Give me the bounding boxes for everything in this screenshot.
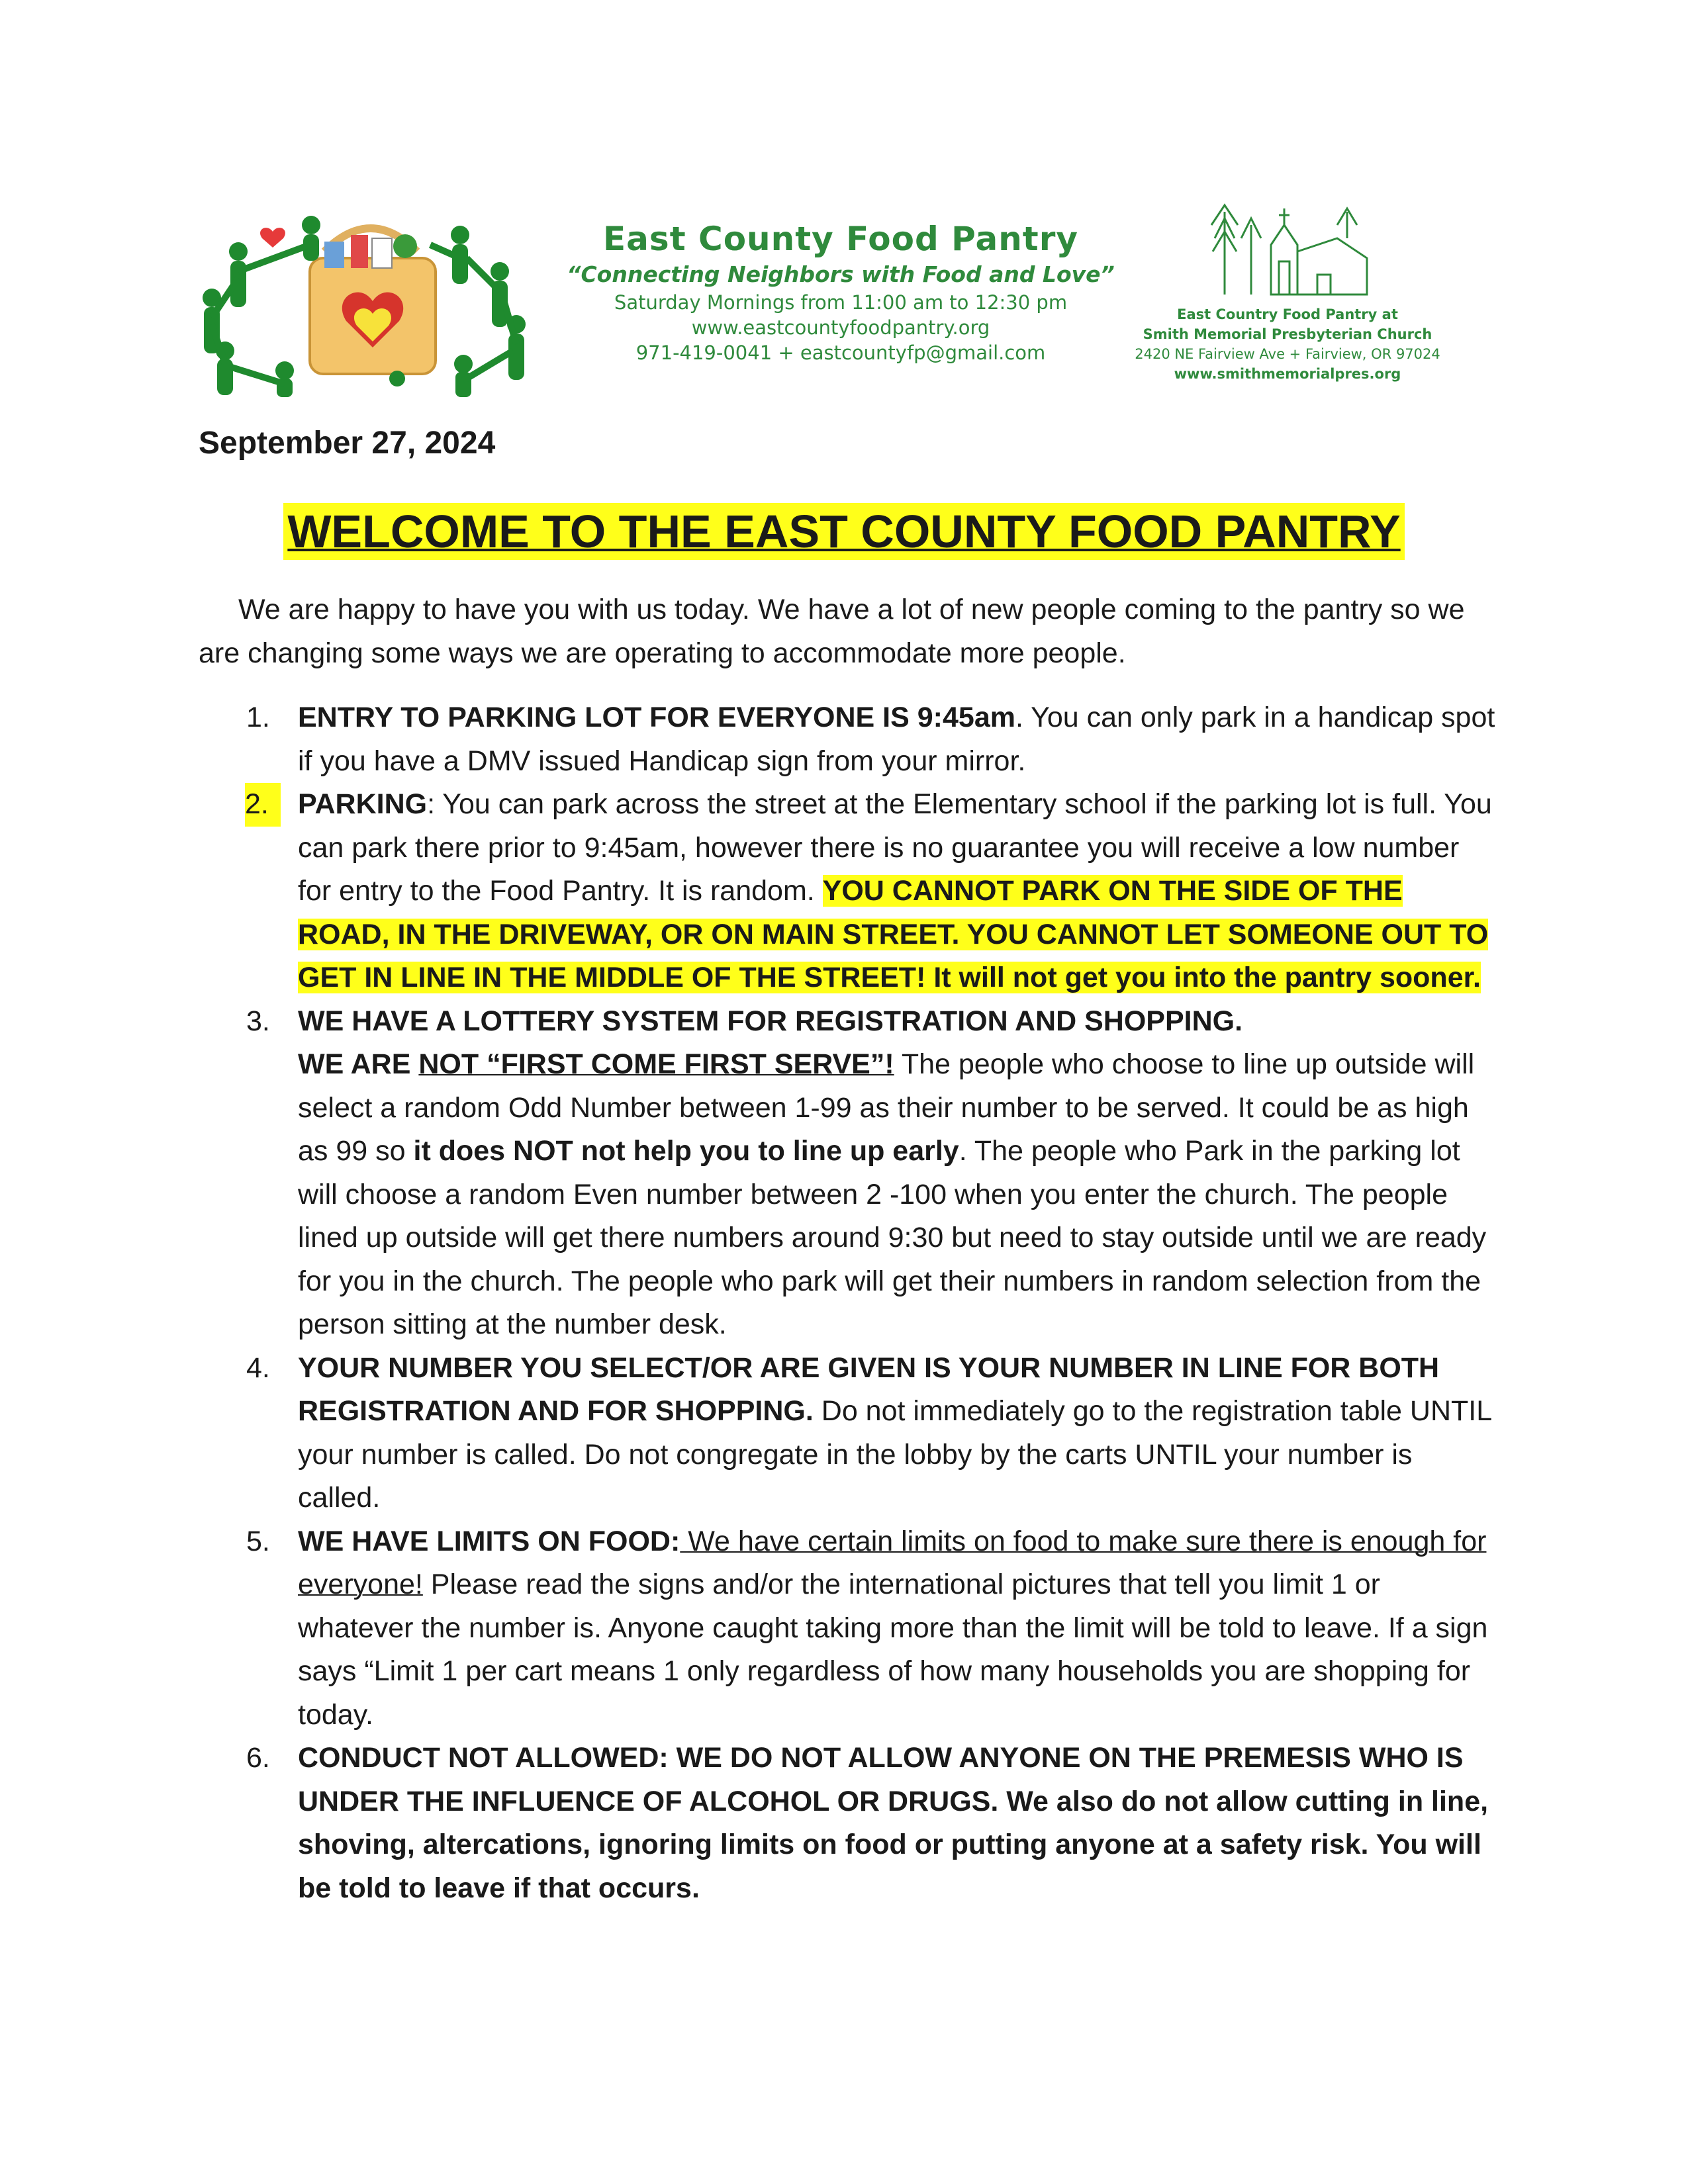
church-with-trees-icon [1205,199,1377,298]
rule-text: . You can only park in a handicap spot if you have a DMV issued Handicap sign from your mirror. [298,702,1495,777]
list-item [199,1520,1496,1737]
rule-underline: We have certain limits on food to make sure there is enough for everyone! [298,1525,1487,1600]
intro-paragraph [199,588,1489,675]
list-item [199,1347,1496,1520]
list-number: 2. [245,783,281,827]
rule-heading: YOUR NUMBER YOU SELECT/OR ARE GIVEN IS YOUR NUMBER IN LINE FOR BOTH REGISTRATION AND FOR SHOPPING. [298,1351,1440,1427]
rule-heading: ENTRY TO PARKING LOT FOR EVERYONE IS 9:45am [298,702,1015,733]
list-item [199,1000,1496,1347]
church-address: 2420 NE Fairview Ave + Fairview, OR 97024 [1135,346,1440,362]
list-number: 4. [246,1351,270,1384]
rule-text-2: . The people who Park in the parking lot will choose a random Even number between 2 -100 when you enter the church. The people lined up outside will get there numbers around 9:30 but need to stay outside until we are ready for you in the church. The people who park will get their numbers in random selection from the person sitting at the number desk. [298,1135,1487,1340]
church-name: Smith Memorial Presbyterian Church [1143,326,1432,342]
rule-highlight: YOU CANNOT PARK ON THE SIDE OF THE ROAD, IN THE DRIVEWAY, OR ON MAIN STREET. YOU CANNOT LET SOMEONE OUT TO GET IN LINE IN THE MIDDLE OF THE STREET! It will not get you into the pantry sooner. [298,875,1489,993]
page-title: WELCOME TO THE EAST COUNTY FOOD PANTRY [283,503,1404,560]
intro-text: We are happy to have you with us today. We have a lot of new people coming to the pantry so we are changing some ways we are operating to accommodate more people. [199,594,1465,669]
header-banner [199,199,1476,397]
rule-subheading: WE ARE [298,1048,419,1080]
rule-heading: WE HAVE LIMITS ON FOOD: [298,1525,680,1557]
rule-emphasis: NOT “FIRST COME FIRST SERVE”! [418,1048,894,1080]
list-number: 6. [246,1742,270,1774]
title-container [0,503,1688,560]
church-info [1099,304,1476,384]
church-line-1: East Country Food Pantry at [1177,306,1398,322]
list-item [199,1737,1496,1910]
rule-heading: PARKING [298,788,428,820]
rules-list [199,696,1496,1910]
contact-line: 971-419-0041 + eastcountyfp@gmail.com [635,341,1046,364]
rule-heading: WE HAVE A LOTTERY SYSTEM FOR REGISTRATION AND SHOPPING. [298,1005,1243,1037]
rule-emphasis-2: it does NOT not help you to line up early [413,1135,959,1167]
rule-text: Do not immediately go to the registration table UNTIL your number is called. Do not congregate in the lobby by the carts UNTIL your number is called. [298,1395,1491,1514]
list-number: 1. [246,702,270,733]
church-website-link[interactable]: www.smithmemorialpres.org [1174,366,1401,382]
rule-text: : You can park across the street at the Elementary school if the parking lot is full. You can park there prior to 9:45am, however there is no guarantee you will receive a low number for entry to the Food Pantry. It is random. [298,788,1492,907]
tagline: “Connecting Neighbors with Food and Love” [567,261,1115,287]
list-number: 3. [246,1005,270,1037]
website-link[interactable]: www.eastcountyfoodpantry.org [691,316,990,339]
hours-line: Saturday Mornings from 11:00 am to 12:30 pm [614,291,1068,314]
list-item [199,696,1496,783]
rule-heading: CONDUCT NOT ALLOWED: WE DO NOT ALLOW ANYONE ON THE PREMESIS WHO IS UNDER THE INFLUENCE OF ALCOHOL OR DRUGS. We also do not allow cutting in line, shoving, altercations, ignoring limits on food or putting anyone at a safety risk. You will be told to leave if that occurs. [298,1742,1489,1904]
list-number: 5. [246,1525,270,1557]
list-item [199,783,1496,1000]
org-name: East County Food Pantry [603,220,1078,258]
rule-text: The people who choose to line up outside will select a random Odd Number between 1-99 as their number to be served. It could be as high as 99 so [298,1048,1475,1167]
rule-text: Please read the signs and/or the international pictures that tell you limit 1 or whatever the number is. Anyone caught taking more than the limit will be told to leave. If a sign says “Limit 1 per cart means 1 only regardless of how many households you are shopping for today. [298,1569,1488,1731]
document-date: September 27, 2024 [199,426,496,461]
header-text-block [543,218,1139,365]
food-basket-with-people-circle-icon [199,205,543,397]
